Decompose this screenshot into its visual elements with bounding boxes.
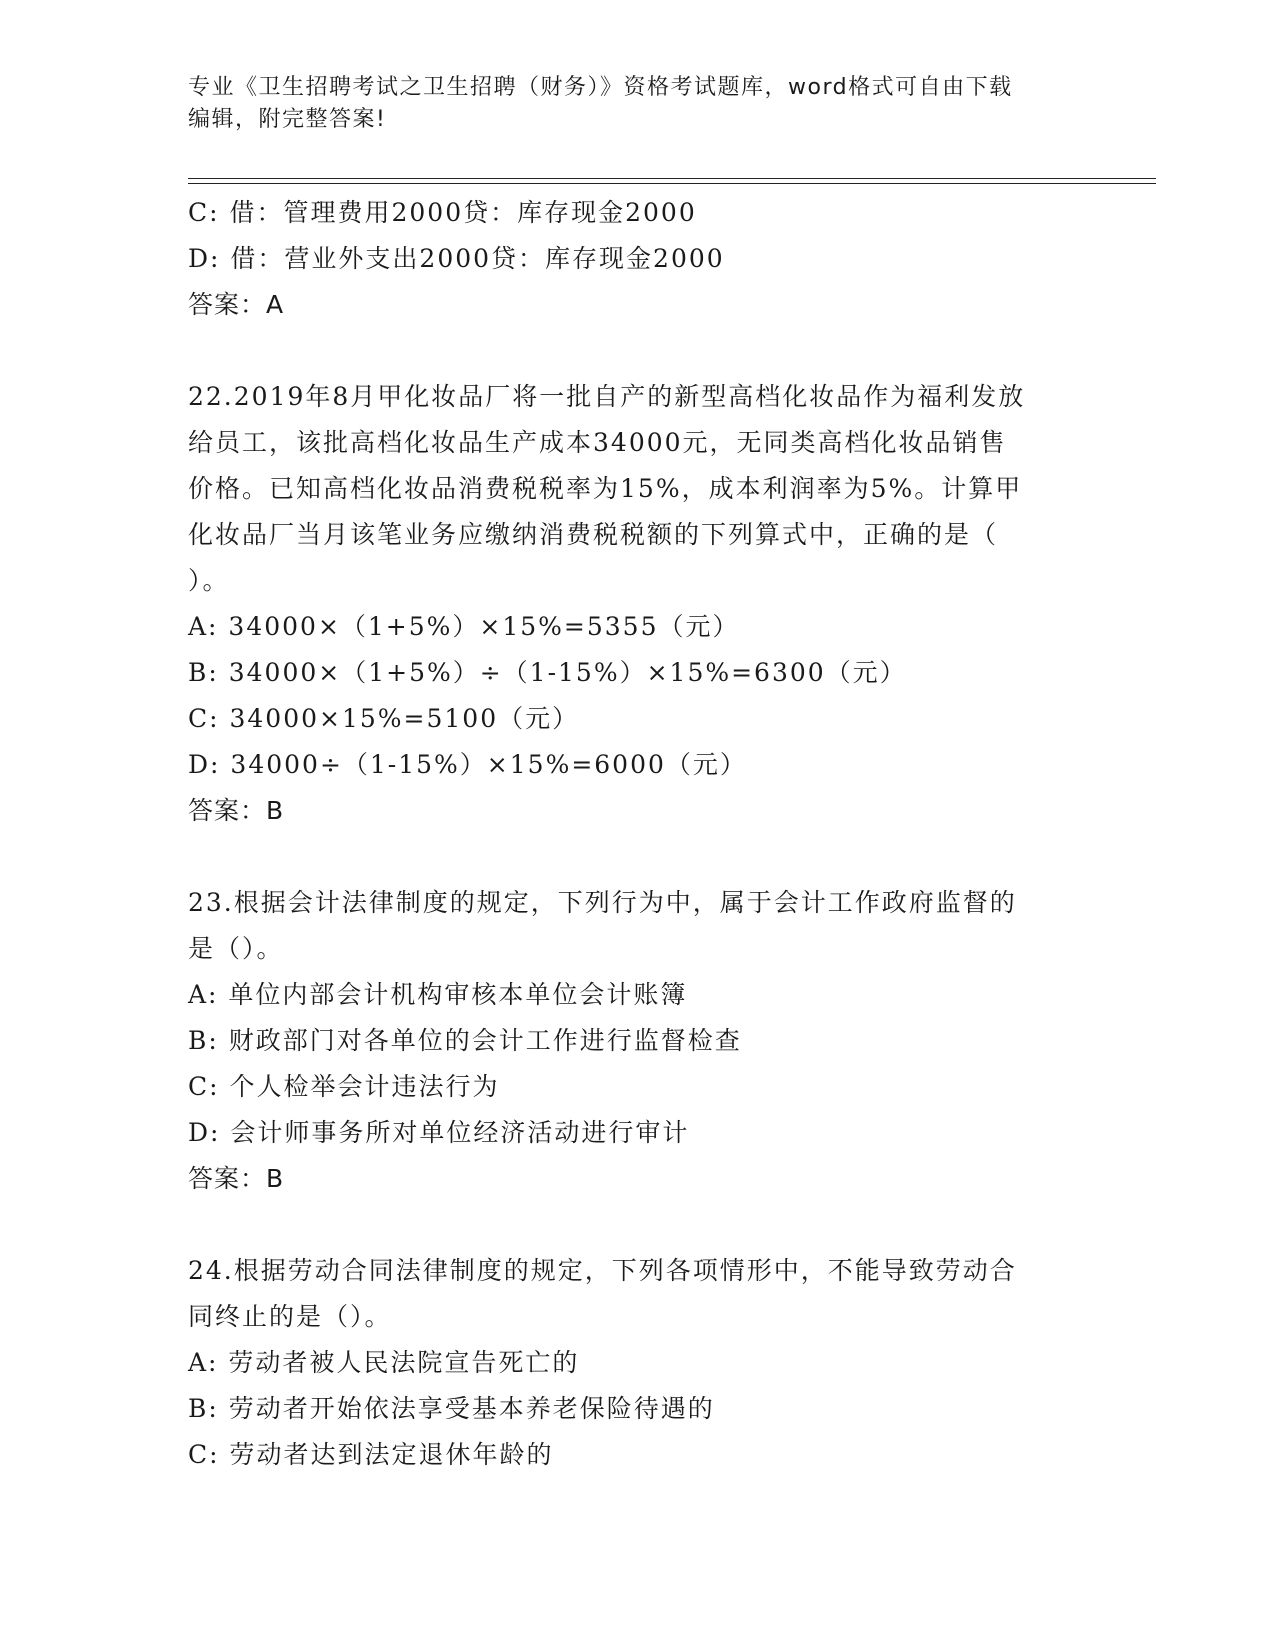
spacer xyxy=(188,834,1088,880)
header-line-2: 编辑，附完整答案! xyxy=(188,107,387,132)
answer-line: 答案：B xyxy=(188,796,285,825)
document-header xyxy=(188,72,1088,136)
document-body xyxy=(188,190,1088,1478)
question-stem-line: 22.2019年8月甲化妆品厂将一批自产的新型高档化妆品作为福利发放 xyxy=(188,382,1026,411)
option-c: C: 个人检举会计违法行为 xyxy=(188,1072,500,1101)
option-c: C: 34000×15%=5100（元） xyxy=(188,704,580,733)
question-stem-line: 24.根据劳动合同法律制度的规定，下列各项情形中，不能导致劳动合 xyxy=(188,1256,1017,1285)
option-d: D: 34000÷（1-15%）×15%=6000（元） xyxy=(188,750,747,779)
header-divider-bottom xyxy=(188,183,1156,184)
option-a: A: 34000×（1+5%）×15%=5355（元） xyxy=(188,612,740,641)
option-a: A: 单位内部会计机构审核本单位会计账簿 xyxy=(188,980,688,1009)
spacer xyxy=(188,328,1088,374)
question-23 xyxy=(188,880,1088,1202)
header-line-1: 专业《卫生招聘考试之卫生招聘（财务）》资格考试题库，word格式可自由下载 xyxy=(188,75,1013,100)
option-b: B: 财政部门对各单位的会计工作进行监督检查 xyxy=(188,1026,742,1055)
question-stem-line: 化妆品厂当月该笔业务应缴纳消费税税额的下列算式中，正确的是（ xyxy=(188,520,999,549)
answer-line: 答案：A xyxy=(188,290,285,319)
question-stem-line: 是（）。 xyxy=(188,934,284,963)
option-b: B: 劳动者开始依法享受基本养老保险待遇的 xyxy=(188,1394,715,1423)
question-22 xyxy=(188,374,1088,834)
question-24 xyxy=(188,1248,1088,1478)
question-stem-line: 同终止的是（）。 xyxy=(188,1302,392,1331)
option-d: D: 会计师事务所对单位经济活动进行审计 xyxy=(188,1118,690,1147)
question-stem-line: 23.根据会计法律制度的规定，下列行为中，属于会计工作政府监督的 xyxy=(188,888,1017,917)
question-stem-line: 价格。已知高档化妆品消费税税率为15%，成本利润率为5%。计算甲 xyxy=(188,474,1023,503)
question-stem-line: ）。 xyxy=(188,566,230,595)
option-a: A: 劳动者被人民法院宣告死亡的 xyxy=(188,1348,580,1377)
answer-line: 答案：B xyxy=(188,1164,285,1193)
option-d: D: 借：营业外支出2000贷：库存现金2000 xyxy=(188,244,725,273)
option-c: C: 借：管理费用2000贷：库存现金2000 xyxy=(188,198,697,227)
question-21-tail xyxy=(188,190,1088,328)
option-c: C: 劳动者达到法定退休年龄的 xyxy=(188,1440,554,1469)
option-b: B: 34000×（1+5%）÷（1-15%）×15%=6300（元） xyxy=(188,658,907,687)
header-divider-top xyxy=(188,178,1156,179)
question-stem-line: 给员工，该批高档化妆品生产成本34000元，无同类高档化妆品销售 xyxy=(188,428,1007,457)
spacer xyxy=(188,1202,1088,1248)
